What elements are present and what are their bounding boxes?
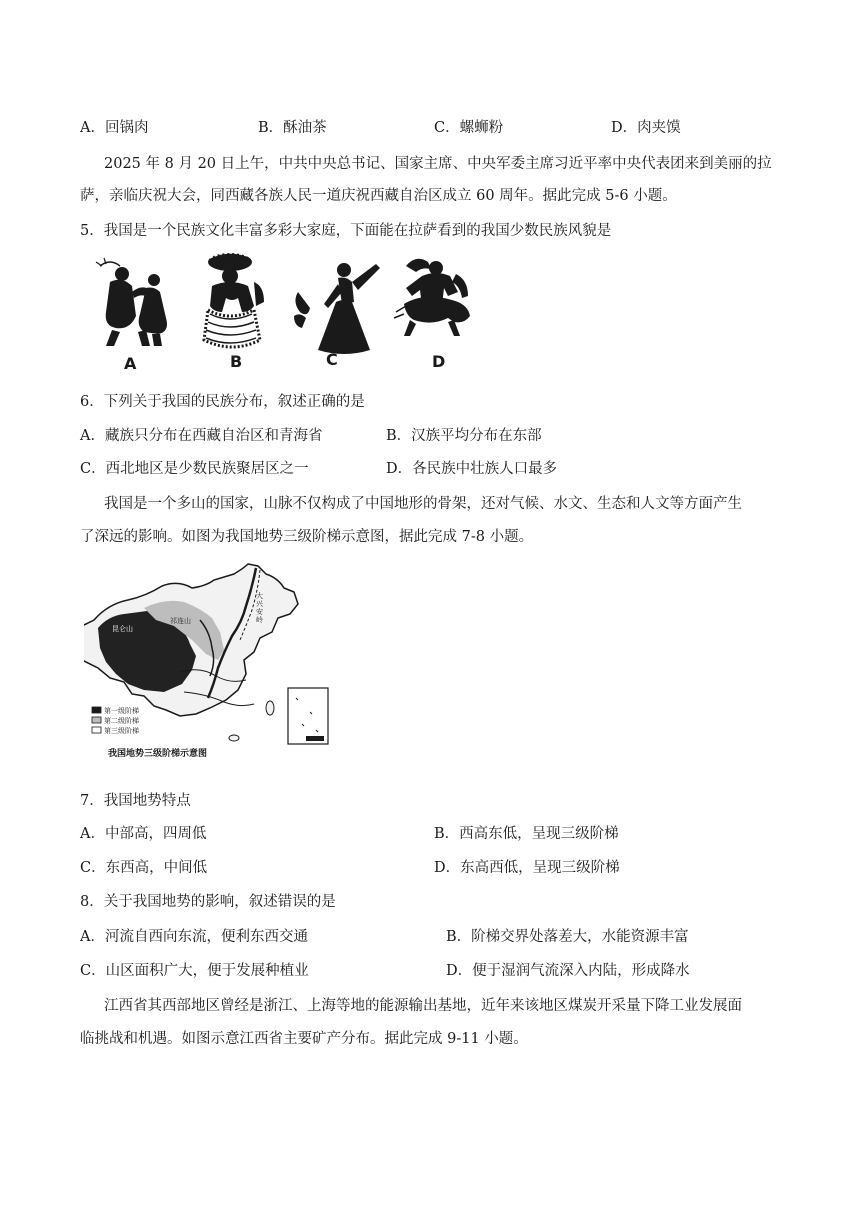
q8-option-d: D．便于湿润气流深入内陆，形成降水	[446, 963, 690, 979]
q5-stem: 5．我国是一个民族文化丰富多彩大家庭，下面能在拉萨看到的我国少数民族风貌是	[80, 223, 612, 239]
passage3-line2: 临挑战和机遇。如图示意江西省主要矿产分布。据此完成 9-11 小题。	[80, 1031, 528, 1047]
figure-d-drawing	[394, 259, 470, 336]
q7-option-b: B．西高东低，呈现三级阶梯	[434, 826, 619, 842]
south-sea-inset	[288, 688, 328, 744]
passage2-line2: 了深远的影响。如图为我国地势三级阶梯示意图，据此完成 7-8 小题。	[80, 529, 534, 545]
map-caption: 我国地势三级阶梯示意图	[108, 749, 208, 759]
q7-option-a: A．中部高，四周低	[80, 826, 207, 842]
figure-label-c: C	[326, 350, 338, 369]
legend-second-step: 第二级阶梯	[104, 717, 139, 725]
q8-stem: 8．关于我国地势的影响，叙述错误的是	[80, 894, 336, 910]
legend-first-step: 第一级阶梯	[104, 707, 139, 715]
figure-label-d: D	[432, 352, 446, 371]
passage1-line1: 2025 年 8 月 20 日上午，中共中央总书记、国家主席、中央军委主席习近平率中央代表团来到美丽的拉	[104, 156, 772, 172]
q6-option-b: B．汉族平均分布在东部	[386, 428, 542, 444]
map-label-qilian: 祁连山	[170, 617, 191, 625]
terrain-ladder-map	[84, 562, 338, 762]
figure-c-drawing	[294, 263, 380, 354]
passage1-line2: 萨，亲临庆祝大会，同西藏各族人民一道庆祝西藏自治区成立 60 周年。据此完成 5-6 小题。	[80, 188, 677, 204]
q4-option-a: A．回锅肉	[80, 120, 149, 136]
q6-option-d: D．各民族中壮族人口最多	[386, 461, 558, 477]
figure-label-a: A	[124, 354, 137, 373]
q8-option-c: C．山区面积广大，便于发展种植业	[80, 963, 309, 979]
q8-option-a: A．河流自西向东流，便利东西交通	[80, 929, 308, 945]
passage3-line1: 江西省其西部地区曾经是浙江、上海等地的能源输出基地，近年来该地区煤炭开采量下降工业发展面	[104, 998, 742, 1014]
q6-option-a: A．藏族只分布在西藏自治区和青海省	[80, 428, 323, 444]
map-label-daxinganling: 大兴安岭	[256, 592, 263, 624]
q8-option-b: B．阶梯交界处落差大，水能资源丰富	[446, 929, 689, 945]
legend-third-step: 第三级阶梯	[104, 727, 139, 735]
q7-option-d: D．东高西低，呈现三级阶梯	[434, 860, 620, 876]
ethnic-costume-figures	[92, 252, 492, 374]
passage2-line1: 我国是一个多山的国家，山脉不仅构成了中国地形的骨架，还对气候、水文、生态和人文等方面产生	[104, 496, 742, 512]
figure-b-drawing	[204, 253, 264, 347]
q6-stem: 6．下列关于我国的民族分布，叙述正确的是	[80, 394, 365, 410]
figure-label-b: B	[230, 352, 243, 371]
figure-a-drawing	[96, 258, 167, 346]
q4-option-d: D．肉夹馍	[611, 120, 681, 136]
q7-stem: 7．我国地势特点	[80, 793, 191, 809]
q4-option-c: C．螺蛳粉	[434, 120, 504, 136]
map-label-kunlun: 昆仑山	[112, 625, 133, 633]
q4-option-b: B．酥油茶	[258, 120, 327, 136]
q7-option-c: C．东西高，中间低	[80, 860, 208, 876]
q6-option-c: C．西北地区是少数民族聚居区之一	[80, 461, 309, 477]
